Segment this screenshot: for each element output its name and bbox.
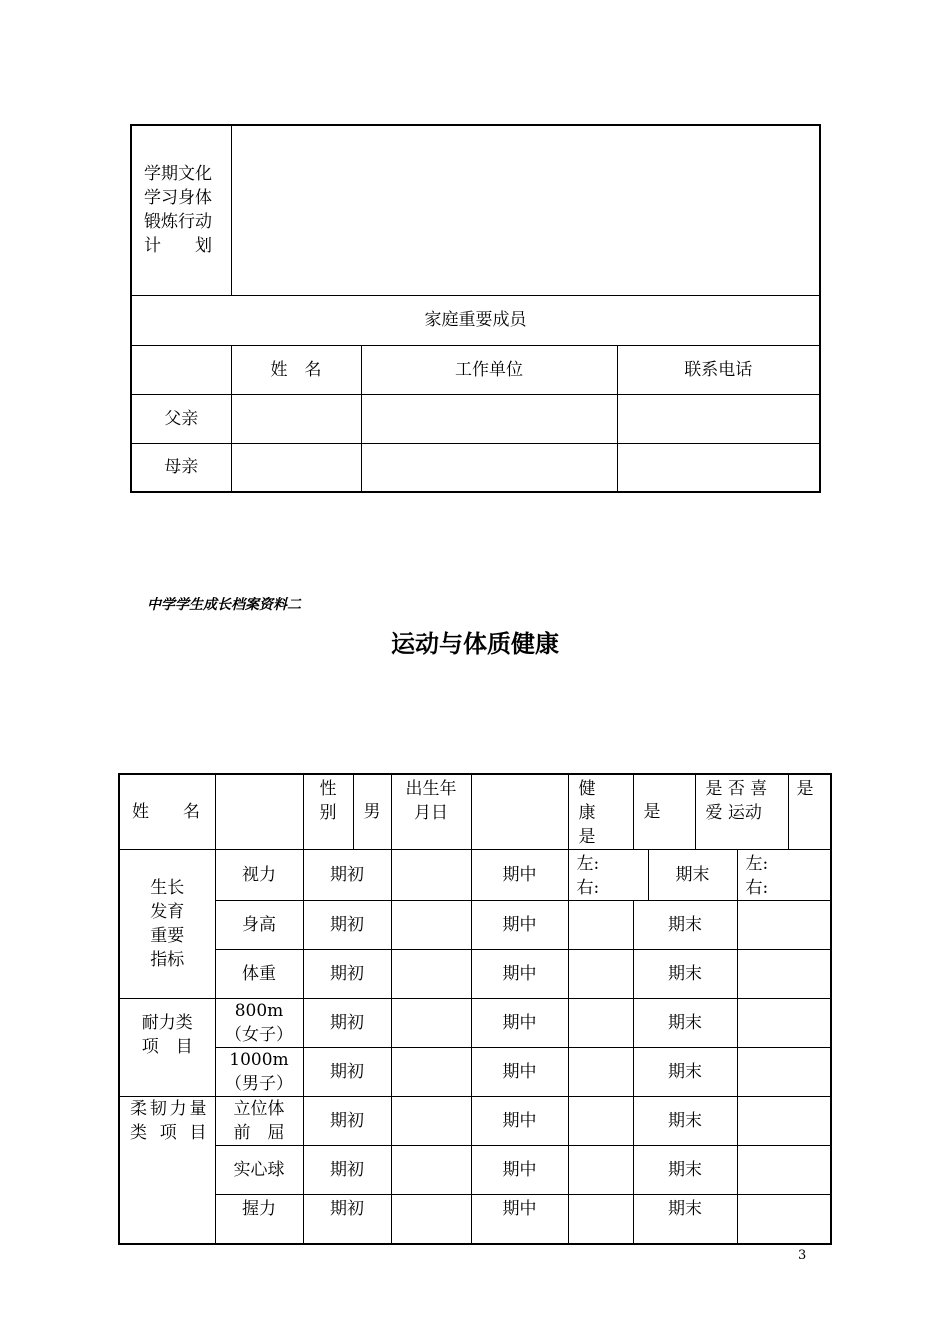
run800-start-value[interactable] bbox=[391, 999, 471, 1048]
term-end-label: 期末 bbox=[633, 1195, 737, 1244]
health-label-line: 健 康 bbox=[578, 779, 613, 823]
run1000-mid-value[interactable] bbox=[568, 1048, 633, 1097]
term-mid-label: 期中 bbox=[471, 950, 568, 999]
weight-start-value[interactable] bbox=[391, 950, 471, 999]
birth-label bbox=[391, 774, 471, 850]
name-label bbox=[119, 774, 215, 850]
term-mid-label: 期中 bbox=[471, 1097, 568, 1146]
item-sit-and-reach bbox=[215, 1097, 303, 1146]
ball-start-value[interactable] bbox=[391, 1146, 471, 1195]
page-title: 运动与体质健康 bbox=[391, 630, 559, 658]
item-line: （男子） bbox=[225, 1074, 293, 1094]
table-row bbox=[119, 850, 831, 901]
weight-mid-value[interactable] bbox=[568, 950, 633, 999]
birth-label-line: 出生年 bbox=[405, 779, 457, 799]
plan-label-line: 学习身体 bbox=[144, 188, 212, 209]
table-row bbox=[131, 394, 820, 443]
vision-left-label: 左: bbox=[576, 854, 600, 874]
plan-label-line: 计 划 bbox=[144, 236, 212, 257]
plan-label-cell bbox=[131, 125, 231, 295]
item-1000m bbox=[215, 1048, 303, 1097]
item-line: 1000m bbox=[229, 1050, 289, 1070]
mother-work-unit-cell[interactable] bbox=[361, 443, 617, 492]
group-growth bbox=[119, 850, 215, 999]
birth-value-cell[interactable] bbox=[471, 774, 568, 850]
vision-start-value[interactable] bbox=[391, 850, 471, 901]
sport-label-line: 是 否 喜 bbox=[705, 779, 768, 799]
group-endurance-line: 项 目 bbox=[141, 1037, 193, 1057]
item-line: 800m bbox=[234, 1001, 284, 1021]
health-value[interactable]: 是 bbox=[633, 774, 695, 850]
relation-father: 父亲 bbox=[131, 394, 231, 443]
term-start-label: 期初 bbox=[303, 901, 391, 950]
vision-left-label: 左: bbox=[745, 854, 769, 874]
gender-label: 性别 bbox=[303, 774, 353, 850]
table-row bbox=[119, 999, 831, 1048]
name-value-cell[interactable] bbox=[215, 774, 303, 850]
run1000-end-value[interactable] bbox=[737, 1048, 831, 1097]
term-start-label: 期初 bbox=[303, 1146, 391, 1195]
height-mid-value[interactable] bbox=[568, 901, 633, 950]
item-weight: 体重 bbox=[215, 950, 303, 999]
term-end-label: 期末 bbox=[633, 1146, 737, 1195]
table-row bbox=[119, 774, 831, 850]
father-work-unit-cell[interactable] bbox=[361, 394, 617, 443]
group-endurance-line: 耐力类 bbox=[141, 1013, 193, 1033]
term-start-label: 期初 bbox=[303, 999, 391, 1048]
vision-right-label: 右: bbox=[745, 878, 769, 898]
height-end-value[interactable] bbox=[737, 901, 831, 950]
plan-content-cell[interactable] bbox=[231, 125, 820, 295]
reach-start-value[interactable] bbox=[391, 1097, 471, 1146]
weight-end-value[interactable] bbox=[737, 950, 831, 999]
term-start-label: 期初 bbox=[303, 950, 391, 999]
table-row bbox=[131, 443, 820, 492]
relation-mother: 母亲 bbox=[131, 443, 231, 492]
birth-label-line: 月日 bbox=[414, 803, 448, 823]
term-start-label: 期初 bbox=[303, 850, 391, 901]
ball-end-value[interactable] bbox=[737, 1146, 831, 1195]
sport-label bbox=[695, 774, 788, 850]
plan-family-table bbox=[130, 124, 821, 493]
group-growth-line: 生长 bbox=[150, 878, 185, 898]
group-endurance bbox=[119, 999, 215, 1097]
item-height: 身高 bbox=[215, 901, 303, 950]
gender-value[interactable]: 男 bbox=[353, 774, 391, 850]
plan-label-line: 锻炼行动 bbox=[144, 212, 212, 233]
family-members-header: 家庭重要成员 bbox=[131, 295, 820, 345]
vision-right-label: 右: bbox=[576, 878, 600, 898]
family-col-name: 姓 名 bbox=[231, 345, 361, 394]
term-mid-label: 期中 bbox=[471, 850, 568, 901]
name-label-text: 姓 名 bbox=[132, 802, 200, 822]
group-flex-strength bbox=[119, 1097, 215, 1244]
table-row bbox=[119, 1146, 831, 1195]
sport-value[interactable]: 是 bbox=[788, 774, 831, 850]
item-medicine-ball: 实心球 bbox=[215, 1146, 303, 1195]
term-end-label: 期末 bbox=[633, 1048, 737, 1097]
group-flex-line: 柔韧力量 bbox=[130, 1099, 207, 1119]
father-name-cell[interactable] bbox=[231, 394, 361, 443]
health-label-line: 是 bbox=[578, 827, 596, 847]
term-start-label: 期初 bbox=[303, 1195, 391, 1244]
item-line: 前 屈 bbox=[233, 1123, 285, 1143]
item-800m bbox=[215, 999, 303, 1048]
family-col-blank bbox=[131, 345, 231, 394]
table-row bbox=[119, 901, 831, 950]
group-flex-line: 类 项 目 bbox=[130, 1123, 207, 1143]
term-mid-label: 期中 bbox=[471, 901, 568, 950]
family-col-phone: 联系电话 bbox=[617, 345, 820, 394]
term-end-label: 期末 bbox=[633, 1097, 737, 1146]
plan-label-line: 学期文化 bbox=[144, 164, 212, 185]
item-line: 立位体 bbox=[233, 1099, 285, 1119]
table-row bbox=[119, 1048, 831, 1097]
group-growth-line: 发育 bbox=[150, 902, 185, 922]
term-end-label: 期末 bbox=[648, 850, 737, 901]
term-end-label: 期末 bbox=[633, 901, 737, 950]
term-end-label: 期末 bbox=[633, 999, 737, 1048]
term-mid-label: 期中 bbox=[471, 999, 568, 1048]
item-line: （女子） bbox=[225, 1025, 293, 1045]
health-label bbox=[568, 774, 633, 850]
height-start-value[interactable] bbox=[391, 901, 471, 950]
grip-start-value[interactable] bbox=[391, 1195, 471, 1244]
mother-name-cell[interactable] bbox=[231, 443, 361, 492]
term-start-label: 期初 bbox=[303, 1048, 391, 1097]
table-row bbox=[119, 1195, 831, 1244]
vision-mid-value[interactable] bbox=[568, 850, 648, 901]
term-end-label: 期末 bbox=[633, 950, 737, 999]
table-row bbox=[119, 950, 831, 999]
sport-label-line: 爱 运动 bbox=[705, 803, 762, 823]
item-vision: 视力 bbox=[215, 850, 303, 901]
health-table bbox=[118, 773, 832, 1245]
group-growth-line: 指标 bbox=[150, 950, 185, 970]
mother-phone-cell[interactable] bbox=[617, 443, 820, 492]
father-phone-cell[interactable] bbox=[617, 394, 820, 443]
term-mid-label: 期中 bbox=[471, 1146, 568, 1195]
run1000-start-value[interactable] bbox=[391, 1048, 471, 1097]
term-mid-label: 期中 bbox=[471, 1048, 568, 1097]
run800-mid-value[interactable] bbox=[568, 999, 633, 1048]
reach-mid-value[interactable] bbox=[568, 1097, 633, 1146]
run800-end-value[interactable] bbox=[737, 999, 831, 1048]
grip-mid-value[interactable] bbox=[568, 1195, 633, 1244]
page-number: 3 bbox=[798, 1248, 807, 1263]
family-col-work-unit: 工作单位 bbox=[361, 345, 617, 394]
item-grip-strength: 握力 bbox=[215, 1195, 303, 1244]
vision-end-value[interactable] bbox=[737, 850, 831, 901]
reach-end-value[interactable] bbox=[737, 1097, 831, 1146]
series-label: 中学学生成长档案资料二 bbox=[147, 597, 301, 613]
term-mid-label: 期中 bbox=[471, 1195, 568, 1244]
term-start-label: 期初 bbox=[303, 1097, 391, 1146]
grip-end-value[interactable] bbox=[737, 1195, 831, 1244]
table-row bbox=[119, 1097, 831, 1146]
ball-mid-value[interactable] bbox=[568, 1146, 633, 1195]
group-growth-line: 重要 bbox=[150, 926, 185, 946]
